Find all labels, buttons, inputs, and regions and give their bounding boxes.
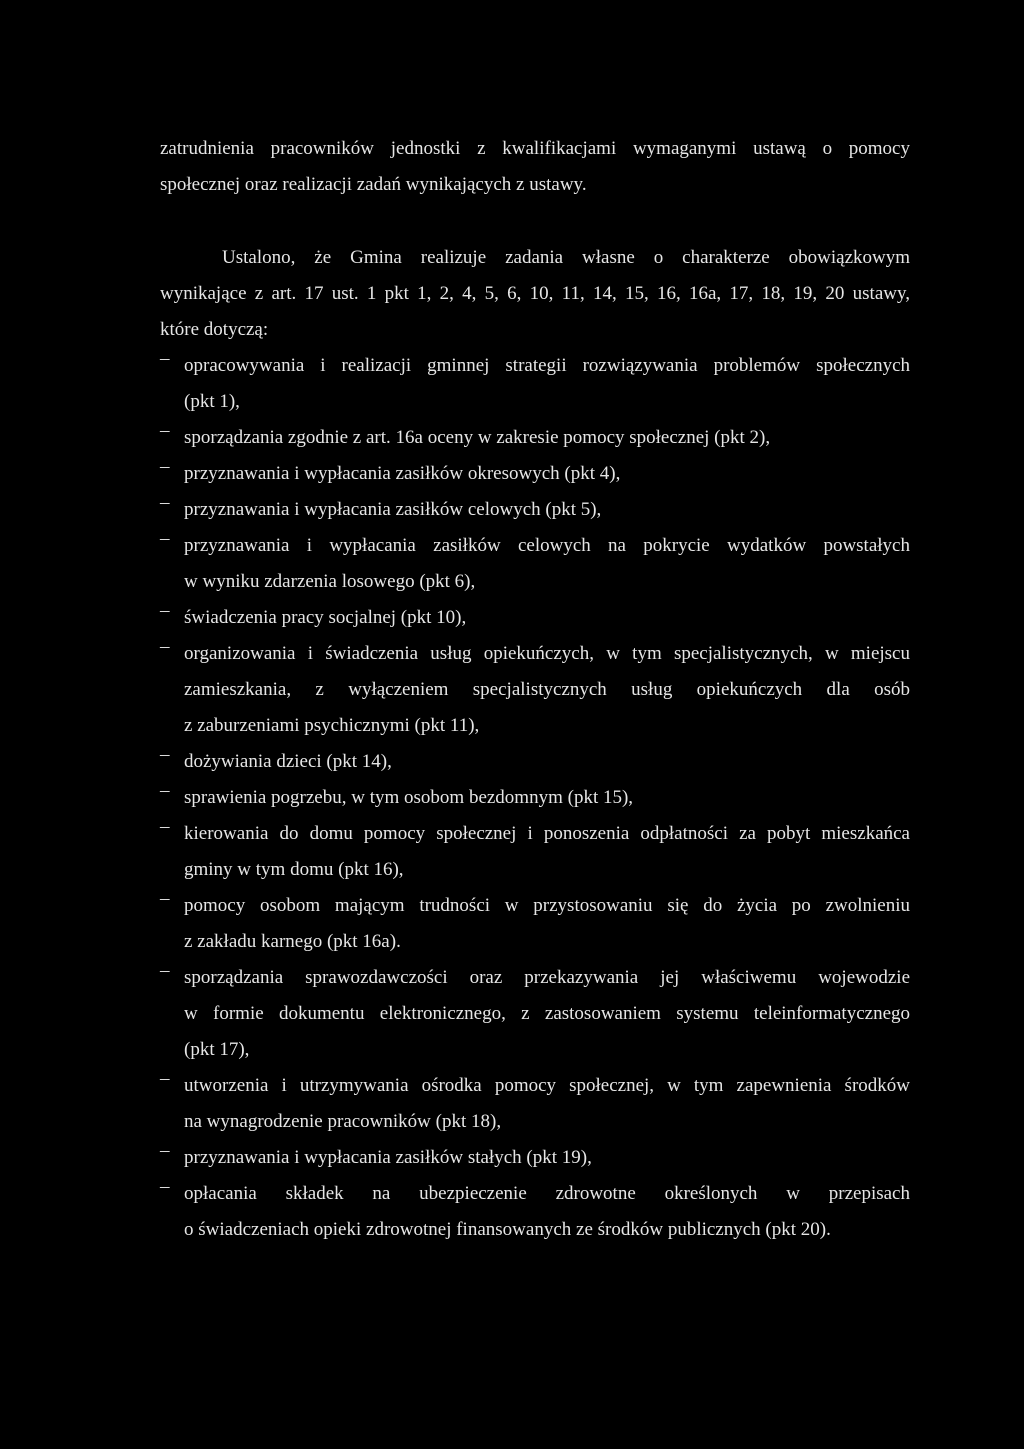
text-line: społecznej oraz realizacji zadań wynikających z ustawy. <box>160 174 587 195</box>
list-item-line: sporządzania zgodnie z art. 16a oceny w zakresie pomocy społecznej (pkt 2), <box>184 427 771 448</box>
list-item <box>160 780 910 816</box>
list-item <box>160 528 910 600</box>
list-item <box>160 960 910 1068</box>
list-item-line: opracowywania i realizacji gminnej strategii rozwiązywania problemów społecznych <box>184 355 910 376</box>
list-item <box>160 492 910 528</box>
list-item-line: z zakładu karnego (pkt 16a). <box>184 931 401 952</box>
paragraph-gap <box>160 203 910 240</box>
list-item <box>160 888 910 960</box>
intro-paragraph <box>160 131 910 203</box>
dash-bullet: – <box>160 1068 170 1089</box>
text-line: które dotyczą: <box>160 319 269 340</box>
list-item <box>160 600 910 636</box>
dash-bullet: – <box>160 960 170 981</box>
dash-bullet: – <box>160 348 170 369</box>
list-item-line: przyznawania i wypłacania zasiłków okresowych (pkt 4), <box>184 463 621 484</box>
list-item-line: przyznawania i wypłacania zasiłków celowych na pokrycie wydatków powstałych <box>184 535 910 556</box>
list-item-line: zamieszkania, z wyłączeniem specjalistycznych usług opiekuńczych dla osób <box>184 679 910 700</box>
list-item <box>160 456 910 492</box>
list-item-line: z zaburzeniami psychicznymi (pkt 11), <box>184 715 480 736</box>
list-item-line: kierowania do domu pomocy społecznej i ponoszenia odpłatności za pobyt mieszkańca <box>184 823 910 844</box>
dash-bullet: – <box>160 780 170 801</box>
list-item-line: w formie dokumentu elektronicznego, z zastosowaniem systemu teleinformatycznego <box>184 1003 910 1024</box>
list-item <box>160 1068 910 1140</box>
task-list <box>160 348 910 1248</box>
list-item <box>160 744 910 780</box>
dash-bullet: – <box>160 636 170 657</box>
list-item-line: utworzenia i utrzymywania ośrodka pomocy społecznej, w tym zapewnienia środków <box>184 1075 910 1096</box>
dash-bullet: – <box>160 420 170 441</box>
findings-paragraph <box>160 240 910 348</box>
dash-bullet: – <box>160 456 170 477</box>
dash-bullet: – <box>160 888 170 909</box>
list-item-line: (pkt 17), <box>184 1039 250 1060</box>
list-item-line: organizowania i świadczenia usług opiekuńczych, w tym specjalistycznych, w miejscu <box>184 643 910 664</box>
list-item-line: na wynagrodzenie pracowników (pkt 18), <box>184 1111 502 1132</box>
list-item-line: pomocy osobom mającym trudności w przystosowaniu się do życia po zwolnieniu <box>184 895 910 916</box>
list-item <box>160 816 910 888</box>
list-item <box>160 348 910 420</box>
list-item <box>160 1176 910 1248</box>
dash-bullet: – <box>160 528 170 549</box>
list-item-line: o świadczeniach opieki zdrowotnej finansowanych ze środków publicznych (pkt 20). <box>184 1219 831 1240</box>
list-item-line: przyznawania i wypłacania zasiłków celowych (pkt 5), <box>184 499 602 520</box>
list-item-line: przyznawania i wypłacania zasiłków stałych (pkt 19), <box>184 1147 592 1168</box>
text-line: zatrudnienia pracowników jednostki z kwalifikacjami wymaganymi ustawą o pomocy <box>160 138 910 159</box>
list-item-line: opłacania składek na ubezpieczenie zdrowotne określonych w przepisach <box>184 1183 910 1204</box>
list-item <box>160 420 910 456</box>
dash-bullet: – <box>160 492 170 513</box>
list-item-line: sprawienia pogrzebu, w tym osobom bezdomnym (pkt 15), <box>184 787 634 808</box>
list-item-line: w wyniku zdarzenia losowego (pkt 6), <box>184 571 476 592</box>
text-line: wynikające z art. 17 ust. 1 pkt 1, 2, 4, 5, 6, 10, 11, 14, 15, 16, 16a, 17, 18, 19, 20 ustawy, <box>160 283 910 304</box>
list-item-line: (pkt 1), <box>184 391 240 412</box>
dash-bullet: – <box>160 744 170 765</box>
text-line: Ustalono, że Gmina realizuje zadania własne o charakterze obowiązkowym <box>222 247 910 268</box>
list-item <box>160 1140 910 1176</box>
list-item <box>160 636 910 744</box>
dash-bullet: – <box>160 600 170 621</box>
dash-bullet: – <box>160 1140 170 1161</box>
dash-bullet: – <box>160 1176 170 1197</box>
document-page <box>160 131 910 1248</box>
list-item-line: dożywiania dzieci (pkt 14), <box>184 751 392 772</box>
list-item-line: gminy w tym domu (pkt 16), <box>184 859 404 880</box>
dash-bullet: – <box>160 816 170 837</box>
list-item-line: świadczenia pracy socjalnej (pkt 10), <box>184 607 467 628</box>
list-item-line: sporządzania sprawozdawczości oraz przekazywania jej właściwemu wojewodzie <box>184 967 910 988</box>
